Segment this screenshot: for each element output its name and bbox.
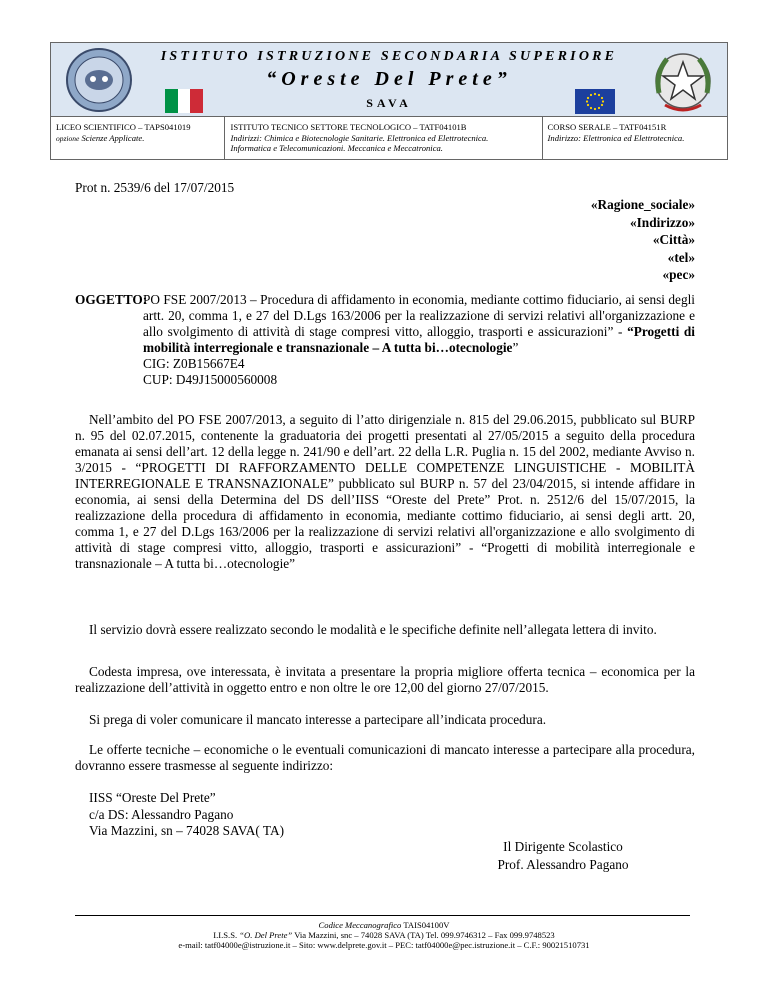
footer-line-3: e-mail: tatf04000e@istruzione.it – Sito: www.delprete.gov.it – PEC: tatf04000e@pec.istruzione.it – C.F.: 90021510731 [178,940,590,950]
recipient-phone: «tel» [667,249,695,265]
branch-serale-line2: Indirizzo: Elettronica ed Elettrotecnica. [547,132,685,143]
body-paragraph-4: Si prega di voler comunicare il mancato interesse a partecipare all’indicata procedura. [89,712,547,727]
footer-institute-name: “O. Del Prete” [239,930,293,940]
branch-tecnico-name: ISTITUTO TECNICO SETTORE TECNOLOGICO – TATF04101B [230,122,467,132]
footer-code-value: TAIS04100V [401,920,450,930]
signature-role: Il Dirigente Scolastico [503,839,623,854]
eu-flag-icon [575,89,615,114]
branch-liceo-prefix: opzione [56,133,80,143]
institute-title: ISTITUTO ISTRUZIONE SECONDARIA SUPERIORE [160,49,618,64]
body-paragraph-5: Le offerte tecniche – economiche o le eventuali comunicazioni di mancato interesse a partecipare alla procedura, dovranno essere trasmesse al seguente indirizzo: [75,742,695,773]
branch-serale-name: CORSO SERALE – TATF04151R [547,122,667,132]
italian-emblem-icon [647,45,719,117]
subject-close: ” [512,340,519,355]
footer-line-1 [0,920,768,930]
subject-project: “Progetti di mobilità interregionale e transnazionale – A tutta bi…otecnologie [143,324,695,355]
branch-serale [542,117,727,159]
recipient-pec: «pec» [662,267,695,282]
branch-liceo-name: LICEO SCIENTIFICO – TAPS041019 [56,122,191,132]
footer-institute-prefix: I.I.S.S. [213,930,240,940]
school-city: SAVA [366,96,412,110]
recipient-address: «Indirizzo» [629,214,695,230]
body-paragraph-3: Codesta impresa, ove interessata, è invitata a presentare la propria migliore offerta tecnica – economica per la realizzazione dell’attività in oggetto entro e non oltre le ore 12,00 del giorno 27/07/2015. [75,664,695,695]
footer-divider [75,915,690,916]
address-line-2: c/a DS: Alessandro Pagano [89,806,234,822]
signature-name: Prof. Alessandro Pagano [497,857,629,872]
cig-code: CIG: Z0B15667E4 [143,356,245,371]
branch-tecnico-line3: Informatica e Telecomunicazioni. Meccanica e Meccatronica. [230,143,443,153]
address-line-1: IISS “Oreste Del Prete” [89,790,216,805]
cup-code: CUP: D49J15000560008 [143,372,278,387]
branch-tecnico [224,117,541,159]
subject-label: OGGETTO: [75,292,148,307]
school-name: “Oreste Del Prete” [266,68,512,90]
branch-liceo-option: Scienze Applicate. [81,132,145,143]
footer-code-label: Codice Meccanografico [318,920,402,930]
recipient-block [400,196,695,284]
recipient-city: «Città» [652,232,695,247]
school-branches [50,117,728,160]
signature-block [478,838,648,874]
protocol-number: Prot n. 2539/6 del 17/07/2015 [75,180,235,195]
return-address [89,790,284,840]
italian-flag-icon [165,89,203,113]
footer-line-2 [0,930,768,940]
footer-contacts: Via Mazzini, snc – 74028 SAVA (TA) Tel. 099.9746312 – Fax 099.9748523 [292,930,555,940]
recipient-company: «Ragione_sociale» [590,197,695,212]
body-paragraph-2: Il servizio dovrà essere realizzato secondo le modalità e le specifiche definite nell’allegata lettera di invito. [89,622,657,637]
branch-liceo [51,117,224,159]
branch-tecnico-line2: Indirizzi: Chimica e Biotecnologie Sanitarie. Elettronica ed Elettrotecnica. [230,132,489,143]
body-paragraph-1: Nell’ambito del PO FSE 2007/2013, a seguito di l’atto dirigenziale n. 815 del 29.06.2015, pubblicato sul BURP n. 95 del 02.07.2015, contenente la graduatoria dei progetti presentati al 27/05/2015 a seguito della procedura emanata ai sensi dell’art. 12 della legge n. 241/90 e dell’art. 22 della L.R. Puglia n. 15 del 2002, mediante Avviso n. 3/2015 - “PROGETTI DI RAFFORZAMENTO DELLE COMPETENZE LINGUISTICHE - MOBILITÀ INTERREGIONALE E TRANSNAZIONALE” pubblicato sul BURP n. 57 del 23/04/2015, si intende affidare in economia, ai sensi della Determina del DS dell’IISS “Oreste del Prete” Prot. n. 2512/6 del 15/07/2015, la realizzazione della procedura di affidamento in economia, mediante cottimo fiduciario, ai sensi degli artt. 20, comma 1, e 27 del D.Lgs 163/2006 per la realizzazione di servizi relativi all'organizzazione e allo svolgimento di attività di stage compresi vitto, alloggio, trasporti e assicurazioni” - “Progetti di mobilità interregionale e transnazionale – A tutta bi…otecnologie” [75,412,695,571]
subject-text [143,292,695,356]
address-line-3: Via Mazzini, sn – 74028 SAVA( TA) [89,823,284,838]
letterhead [50,42,728,117]
subject-body: PO FSE 2007/2013 – Procedura di affidamento in economia, mediante cottimo fiduciario, ai sensi degli artt. 20, comma 1, e 27 del D.Lgs 163/2006 per la realizzazione di servizi relativi all'organizzazione e allo svolgimento di attività di stage compresi vitto, alloggio, trasporti e assicurazioni” - [143,292,695,339]
